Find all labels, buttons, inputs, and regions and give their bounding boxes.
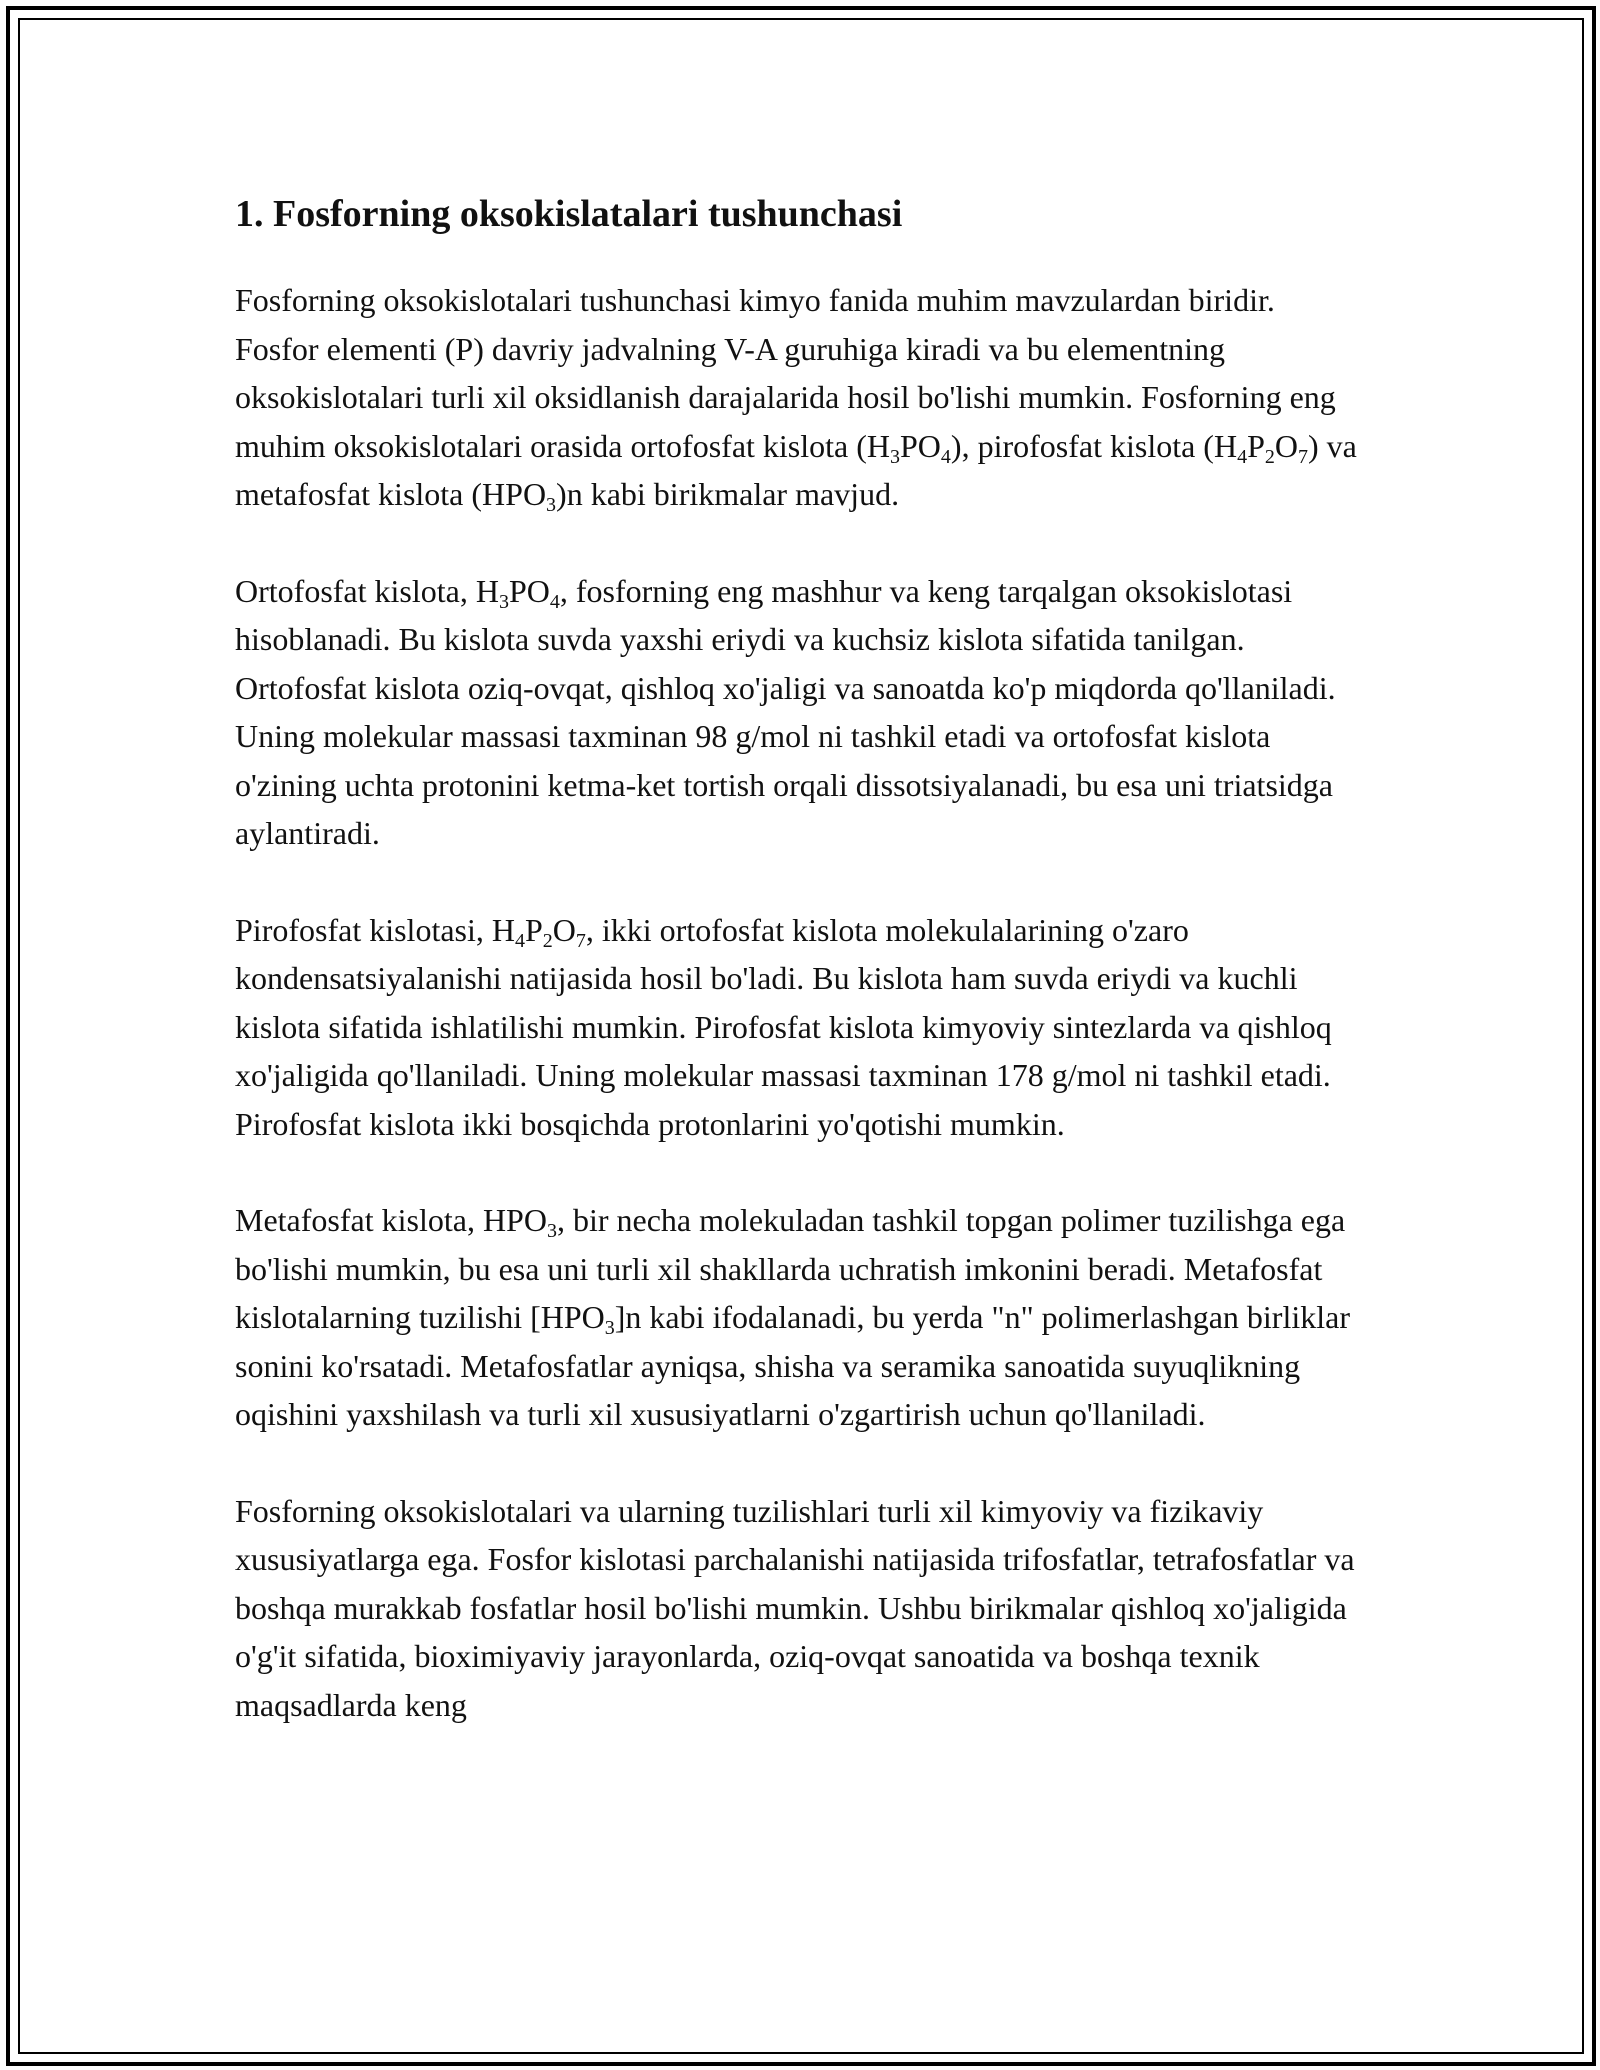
document-body xyxy=(235,188,1365,1777)
text-run: O xyxy=(1274,427,1298,464)
text-run: , bir necha molekuladan tashkil topgan polimer tuzilishga ega bo'lishi mumkin, bu esa uni turli xil shakllarda uchratish imkonini beradi. Metafosfat kislotalarning tuzilishi [HPO xyxy=(235,1202,1346,1335)
paragraph-intro xyxy=(235,276,1365,519)
subscript: 3 xyxy=(546,494,557,516)
section-heading: 1. Fosforning oksokislatalari tushunchasi xyxy=(235,193,903,235)
subscript: 3 xyxy=(604,1317,615,1339)
text-run: Fosforning oksokislotalari va ularning tuzilishlari turli xil kimyoviy va fizikaviy xususiyatlarga ega. Fosfor kislotasi parchalanishi natijasida trifosfatlar, tetrafosfatlar va boshqa murakkab fosfatlar hosil bo'lishi mumkin. Ushbu birikmalar qishloq xo'jaligida o'g'it sifatida, bioximiyaviy jarayonlarda, oziq-ovqat sanoatida va boshqa texnik maqsadlarda keng xyxy=(235,1492,1355,1723)
text-run: Metafosfat kislota, HPO xyxy=(235,1202,547,1238)
paragraph-pyrophosphoric xyxy=(235,906,1365,1149)
subscript: 3 xyxy=(546,1220,557,1242)
text-run: Ortofosfat kislota, H xyxy=(235,572,499,609)
text-run: PO xyxy=(508,572,550,609)
text-run: P xyxy=(1247,427,1265,464)
text-run: Pirofosfat kislotasi, H xyxy=(235,911,515,948)
text-run: ) va metafosfat kislota (HPO xyxy=(235,427,1357,512)
paragraph-summary xyxy=(235,1487,1365,1730)
subscript: 4 xyxy=(514,929,525,952)
subscript: 2 xyxy=(542,929,553,952)
text-run: , ikki ortofosfat kislota molekulalarining o'zaro kondensatsiyalanishi natijasida hosil bo'ladi. Bu kislota ham suvda eriydi va kuchli kislota sifatida ishlatilishi mumkin. Pirofosfat kislota kimyoviy sintezlarda va qishloq xo'jaligida qo'llaniladi. Uning molekular massasi taxminan 178 g/mol ni tashkil etadi. Pirofosfat kislota ikki bosqichda protonlarini yo'qotishi mumkin. xyxy=(235,911,1332,1142)
subscript: 7 xyxy=(575,929,586,952)
subscript: 7 xyxy=(1297,445,1308,468)
text-run: , fosforning eng mashhur va keng tarqalgan oksokislotasi hisoblanadi. Bu kislota suvda yaxshi eriydi va kuchsiz kislota sifatida tanilgan. Ortofosfat kislota oziq-ovqat, qishloq xo'jaligi va sanoatda ko'p miqdorda qo'llaniladi. Uning molekular massasi taxminan 98 g/mol ni tashkil etadi va ortofosfat kislota o'zining uchta protonini ketma-ket tortish orqali dissotsiyalanadi, bu esa uni triatsidga aylantiradi. xyxy=(235,572,1336,851)
text-run: O xyxy=(552,911,576,948)
subscript: 4 xyxy=(940,445,951,468)
text-run: P xyxy=(524,911,543,948)
text-run: )n kabi birikmalar mavjud. xyxy=(556,476,900,512)
subscript: 3 xyxy=(498,590,509,613)
paragraph-orthophosphoric xyxy=(235,567,1365,858)
paragraph-metaphosphoric xyxy=(235,1196,1365,1439)
text-run: ]n kabi ifodalanadi, bu yerda "n" polimerlashgan birliklar sonini ko'rsatadi. Metafosfatlar ayniqsa, shisha va seramika sanoatida suyuqlikning oqishini yaxshilash va turli xil xususiyatlarni o'zgartirish uchun qo'llaniladi. xyxy=(235,1299,1350,1432)
text-run: Fosforning oksokislotalari tushunchasi kimyo fanida muhim mavzulardan biridir. Fosfor elementi (P) davriy jadvalning V-A guruhiga kiradi va bu elementning oksokislotalari turli xil oksidlanish darajalarida hosil bo'lishi mumkin. Fosforning eng muhim oksokislotalari orasida ortofosfat kislota (H xyxy=(235,282,1336,464)
subscript: 4 xyxy=(549,590,560,613)
subscript: 3 xyxy=(890,445,900,468)
text-run: PO xyxy=(900,427,941,464)
subscript: 2 xyxy=(1264,445,1275,468)
text-run: ), pirofosfat kislota (H xyxy=(950,427,1238,464)
subscript: 4 xyxy=(1237,445,1248,468)
